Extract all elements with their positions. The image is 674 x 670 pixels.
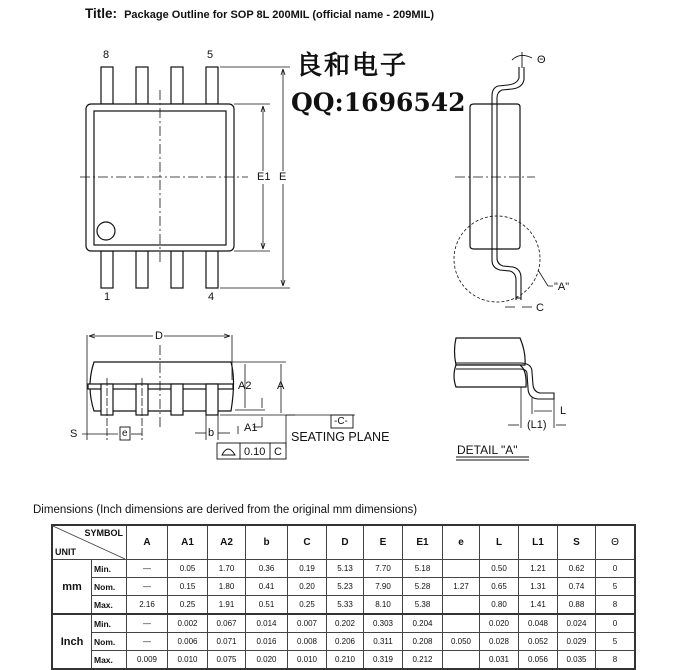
cell: 0.048 (519, 614, 558, 633)
cell: 0.36 (246, 560, 288, 578)
dim-label-L1: (L1) (527, 419, 547, 431)
title-text: Package Outline for SOP 8L 200MIL (official name - 209MIL) (124, 9, 435, 21)
cell: 0.067 (208, 614, 246, 633)
cell: 0.008 (288, 633, 327, 651)
cell: 0.25 (288, 596, 327, 615)
cell: 0.212 (403, 651, 443, 670)
col-header: e (443, 525, 480, 560)
pin-label-1: 1 (104, 291, 111, 303)
table-row (52, 651, 635, 670)
cell: — (127, 633, 168, 651)
cell: 0.035 (558, 651, 596, 670)
cell: 0.202 (327, 614, 364, 633)
col-header: E1 (403, 525, 443, 560)
cell: 7.90 (364, 578, 403, 596)
cell (443, 651, 480, 670)
table-row (52, 633, 635, 651)
cell (443, 614, 480, 633)
unit-cell-inch: Inch (52, 614, 92, 669)
row-label: Min. (92, 560, 127, 578)
cell: 0.020 (480, 614, 519, 633)
cell: 0.88 (558, 596, 596, 615)
tolerance-datum: C (274, 446, 282, 458)
cell: 0.056 (519, 651, 558, 670)
cell: 0 (596, 614, 636, 633)
cell: 5 (596, 578, 636, 596)
col-header: S (558, 525, 596, 560)
cell: 2.16 (127, 596, 168, 615)
dim-label-A1: A1 (244, 422, 258, 434)
corner-unit-label: UNIT (55, 547, 76, 557)
row-label: Max. (92, 651, 127, 670)
cell: 1.91 (208, 596, 246, 615)
cell: 0.210 (327, 651, 364, 670)
cell: 0.62 (558, 560, 596, 578)
cell: 0.031 (480, 651, 519, 670)
col-header: E (364, 525, 403, 560)
cell: 0.020 (246, 651, 288, 670)
cell: 1.31 (519, 578, 558, 596)
detail-a-view (454, 338, 566, 460)
cell: 8.10 (364, 596, 403, 615)
cell: 0.80 (480, 596, 519, 615)
cell: 1.21 (519, 560, 558, 578)
table-row (52, 596, 635, 615)
dimensions-caption: Dimensions (Inch dimensions are derived from the original mm dimensions) (33, 504, 418, 516)
col-header: D (327, 525, 364, 560)
tolerance-value: 0.10 (244, 446, 266, 458)
cell: 0.15 (168, 578, 208, 596)
cell: 0.311 (364, 633, 403, 651)
cell: — (127, 560, 168, 578)
cell: 0.016 (246, 633, 288, 651)
table-row (52, 578, 635, 596)
cell: 5.38 (403, 596, 443, 615)
cell: 0.075 (208, 651, 246, 670)
pin-label-5: 5 (207, 49, 214, 61)
cell: 0.319 (364, 651, 403, 670)
row-label: Max. (92, 596, 127, 615)
watermark-qq: QQ:1696542 (291, 88, 466, 117)
col-header: b (246, 525, 288, 560)
dim-label-L: L (560, 405, 567, 417)
cell: 0.51 (246, 596, 288, 615)
cell: 0.009 (127, 651, 168, 670)
end-view (454, 52, 553, 307)
cell: 0.029 (558, 633, 596, 651)
cell: 0.007 (288, 614, 327, 633)
cell: 0.303 (364, 614, 403, 633)
dim-label-D: D (155, 330, 163, 342)
cell: 0.19 (288, 560, 327, 578)
cell: 5.18 (403, 560, 443, 578)
dim-label-E1: E1 (257, 171, 271, 183)
cell: 0.20 (288, 578, 327, 596)
datum-C: -C- (334, 416, 348, 427)
watermark-company: 良和电子 (296, 51, 409, 81)
row-label: Nom. (92, 578, 127, 596)
cell: 0.002 (168, 614, 208, 633)
cell: 0.006 (168, 633, 208, 651)
cell: 0 (596, 560, 636, 578)
cell: 0.204 (403, 614, 443, 633)
dim-label-theta: Θ (537, 54, 546, 66)
cell: 5.23 (327, 578, 364, 596)
cell: 0.65 (480, 578, 519, 596)
cell: 0.050 (443, 633, 480, 651)
cell: 8 (596, 651, 636, 670)
cell: 1.27 (443, 578, 480, 596)
pin-label-4: 4 (208, 291, 215, 303)
cell: 5.28 (403, 578, 443, 596)
detail-a-caption: DETAIL "A" (457, 443, 518, 457)
col-header: C (288, 525, 327, 560)
cell: 0.41 (246, 578, 288, 596)
unit-cell-mm: mm (52, 560, 92, 615)
pin-1 (101, 251, 113, 288)
dim-label-S: S (70, 428, 78, 440)
cell: 5.33 (327, 596, 364, 615)
col-header: A (127, 525, 168, 560)
cell: 1.41 (519, 596, 558, 615)
pin-5 (206, 67, 218, 104)
cell: 0.74 (558, 578, 596, 596)
cell: 1.70 (208, 560, 246, 578)
cell (443, 560, 480, 578)
cell: 0.010 (288, 651, 327, 670)
col-header: L1 (519, 525, 558, 560)
cell: 7.70 (364, 560, 403, 578)
cell: 0.010 (168, 651, 208, 670)
cell: 0.05 (168, 560, 208, 578)
dimensions-table (51, 524, 636, 670)
cell: 5 (596, 633, 636, 651)
cell: 0.50 (480, 560, 519, 578)
cell: 5.13 (327, 560, 364, 578)
pin-label-8: 8 (103, 49, 110, 61)
seating-plane-label: SEATING PLANE (291, 430, 390, 444)
row-label: Nom. (92, 633, 127, 651)
row-label: Min. (92, 614, 127, 633)
dim-label-e: e (122, 428, 128, 439)
table-row (52, 560, 635, 578)
dim-label-A2: A2 (238, 380, 252, 392)
pin-8 (101, 67, 113, 104)
title-lead: Title: (85, 6, 118, 21)
cell: 0.206 (327, 633, 364, 651)
col-header: L (480, 525, 519, 560)
cell: 0.024 (558, 614, 596, 633)
cell: 0.071 (208, 633, 246, 651)
cell: 0.052 (519, 633, 558, 651)
dim-label-A: A (277, 380, 285, 392)
cell: — (127, 578, 168, 596)
col-header: A1 (168, 525, 208, 560)
table-row (52, 614, 635, 633)
dim-label-C: C (536, 302, 544, 314)
col-header: Θ (596, 525, 636, 560)
cell: 0.208 (403, 633, 443, 651)
cell: 0.028 (480, 633, 519, 651)
corner-cell (52, 525, 127, 560)
dim-label-b: b (208, 427, 215, 439)
end-body (470, 104, 520, 249)
cell: 8 (596, 596, 636, 615)
cell: 1.80 (208, 578, 246, 596)
cell (443, 596, 480, 615)
corner-symbol-label: SYMBOL (84, 528, 123, 538)
cell: 0.25 (168, 596, 208, 615)
col-header: A2 (208, 525, 246, 560)
cell: — (127, 614, 168, 633)
detail-callout-A: "A" (554, 281, 570, 293)
cell: 0.014 (246, 614, 288, 633)
pin-4 (206, 251, 218, 288)
table-header-row (52, 525, 635, 560)
dim-label-E: E (279, 171, 287, 183)
